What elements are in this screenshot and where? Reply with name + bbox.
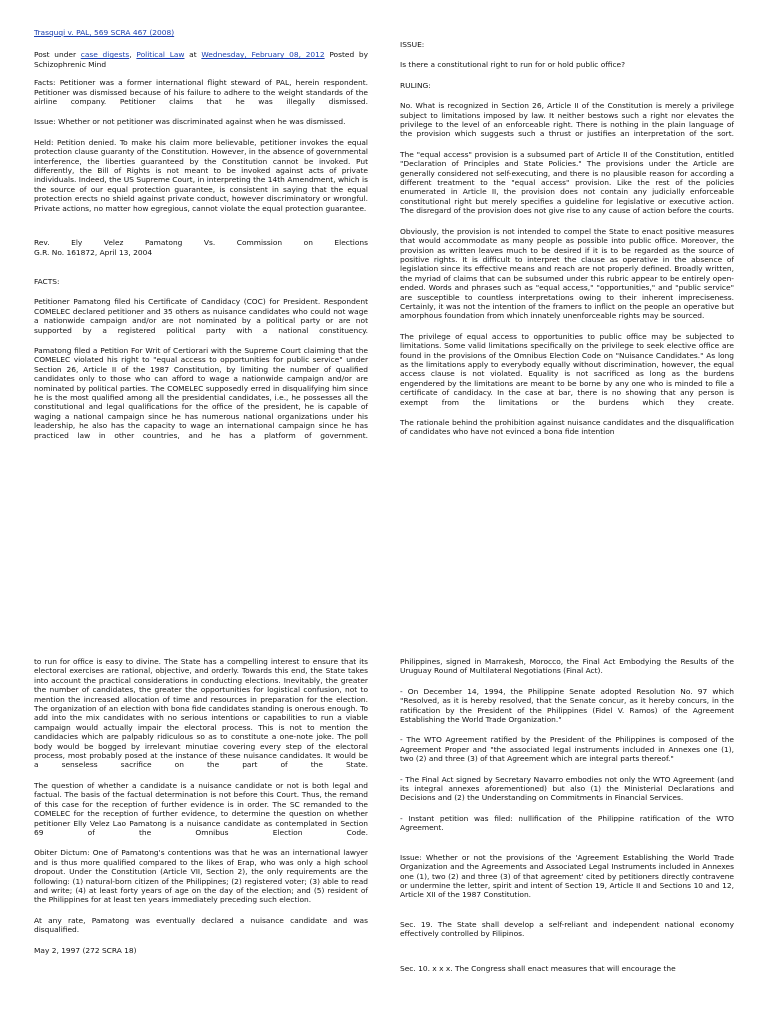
issue-heading: ISSUE:	[400, 40, 425, 49]
ruling-heading: RULING:	[400, 80, 431, 90]
section-10-paragraph: Sec. 10. x x x. The Congress shall enact measures that will encourage the	[400, 963, 676, 973]
petition-paragraph: - Instant petition was filed: nullification of the Philippine ratification of the WTO Agreement.	[400, 813, 734, 833]
facts2-paragraph-1: Petitioner Pamatong filed his Certificate of Candidacy (COC) for President. Respondent COMELEC declared petitioner and 35 others as nuisance candidates who could not wage a nationwide campaign and/or are not nominated by a political party or are not supported by a registered political party with a national constituency.	[34, 297, 368, 335]
final-act-contents-paragraph: - The Final Act signed by Secretary Navarro embodies not only the WTO Agreement (and its integral annexes aforementioned) but also (1) the Ministerial Declarations and Decisions and (2) the Understanding on Commitments in Financial Services.	[400, 774, 734, 803]
case2-citation: G.R. No. 161872, April 13, 2004	[34, 247, 153, 257]
final-act-paragraph: Philippines, signed in Marrakesh, Morocco, the Final Act Embodying the Results of the Uruguay Round of Multilateral Negotiations (Final Act).	[400, 657, 734, 676]
obiter-dictum-paragraph: Obiter Dictum: One of Pamatong's contentions was that he was an international lawyer and is thus more qualified compared to the likes of Erap, who was only a high school dropout. Under the Constitution (Article VII, Section 2), the only requirements are the following: (1) natural-born citizen of the Philippines; (2) registered voter; (3) able to read and write; (4) at least forty years of age on the day of the election; and (5) resident of the Philippines for at least ten years immediately preceding such election.	[34, 848, 368, 905]
ruling-paragraph-5: The rationale behind the prohibition against nuisance candidates and the disqualification of candidates who have not evinced a bona fide intention	[400, 418, 734, 437]
post-under-label: Post under	[34, 50, 81, 60]
category-separator: ,	[129, 50, 137, 60]
facts-heading: FACTS:	[34, 276, 60, 286]
issue-paragraph: Issue: Whether or not petitioner was discriminated against when he was dismissed.	[34, 117, 346, 127]
case2-title: Rev. Ely Velez Pamatong Vs. Commission on Elections	[34, 238, 368, 248]
next-case-date: May 2, 1997 (272 SCRA 18)	[34, 945, 137, 955]
ruling-paragraph-3: Obviously, the provision is not intended to compel the State to enact positive measures that would accommodate as many people as possible into public office. Moreover, the provision as written leaves much to be desired if it is to be regarded as the source of positive rights. It is difficult to interpret the clause as operative in the absence of legislation since its effective means and reach are not properly defined. Broadly written, the myriad of claims that can be subsumed under this rubric appear to be entirely open-ended. Words and phrases such as "equal access," "opportunities," and "public service" are susceptible to countless interpretations owing to their inherent impreciseness. Certainly, it was not the intention of the framers to inflict on the people an operative but amorphous foundation from which innately unenforceable rights may be sourced.	[400, 226, 734, 321]
facts2-paragraph-2: Pamatong filed a Petition For Writ of Certiorari with the Supreme Court claiming that the COMELEC violated his right to "equal access to opportunities for public service" under Section 26, Article II of the 1987 Constitution, by limiting the number of qualified candidates only to those who can afford to wage a nationwide campaign and/or are nominated by political parties. The COMELEC supposedly erred in disqualifying him since he is the most qualified among all the presidential candidates, i.e., he possesses all the constitutional and legal qualifications for the office of the president, he is capable of waging a national campaign since he has numerous national organizations under his leadership, he also has the capacity to wage an international campaign since he has practiced law in other countries, and he has a platform of government.	[34, 345, 368, 440]
page-1-right-column	[400, 40, 734, 448]
issue-question: Is there a constitutional right to run for or hold public office?	[400, 60, 626, 70]
ruling-paragraph-4: The privilege of equal access to opportunities to public office may be subjected to limitations. Some valid limitations specifically on the privilege to seek elective office are found in the provisions of the Omnibus Election Code on "Nuisance Candidates." As long as the limitations apply to everybody equally without discrimination, however, the equal access clause is not violated. Equality is not sacrificed as long as the burdens engendered by the limitations are meant to be borne by any one who is minded to file a certificate of candidacy. In the case at bar, there is no showing that any person is exempt from the limitations or the burdens which they create.	[400, 331, 734, 407]
nuisance-question-paragraph: The question of whether a candidate is a nuisance candidate or not is both legal and factual. The basis of the factual determination is not before this Court. Thus, the remand of this case for the reception of further evidence is in order. The SC remanded to the COMELEC for the reception of further evidence, to determine the question on whether petitioner Elly Velez Lao Pamatong is a nuisance candidate as contemplated in Section 69 of the Omnibus Election Code.	[34, 780, 368, 837]
category-link-case-digests[interactable]: case digests	[80, 50, 130, 60]
case-title-link[interactable]: Trasquqi v. PAL, 569 SCRA 467 (2008)	[34, 28, 175, 37]
section-19-paragraph: Sec. 19. The State shall develop a self-reliant and independent national economy effectively controlled by Filipinos.	[400, 919, 734, 939]
senate-resolution-paragraph: - On December 14, 1994, the Philippine Senate adopted Resolution No. 97 which "Resolved, as it is hereby resolved, that the Senate concur, as it hereby concurs, in the ratification by the President of the Philippines (Fidel V. Ramos) of the Agreement Establishing the World Trade Organization."	[400, 686, 734, 725]
post-meta	[34, 50, 368, 69]
ruling-paragraph-2: The "equal access" provision is a subsumed part of Article II of the Constitution, entitled "Declaration of Principles and State Policies." The provisions under the Article are generally considered not self-executing, and there is no plausible reason for according a different treatment to the "equal access" provision. Like the rest of the policies enumerated in Article II, the provision does not contain any judicially enforceable constitutional right but merely specifies a guideline for legislative or executive action. The disregard of the provision does not give rise to any cause of action before the courts.	[400, 149, 734, 216]
facts-paragraph: Facts: Petitioner was a former international flight steward of PAL, herein respondent. Petitioner was dismissed because of his failure to adhere to the weight standards of the airline company. Petitioner claims that he was illegally dismissed.	[34, 78, 368, 107]
page-1-left-column	[34, 28, 368, 451]
held-paragraph: Held: Petition denied. To make his claim more believable, petitioner invokes the equal protection clause guaranty of the Constitution. However, in the absence of governmental interference, the liberties guaranteed by the Constitution cannot be invoked. Put differently, the Bill of Rights is not meant to be invoked against acts of private individuals. Indeed, the US Supreme Court, in interpreting the 14th Amendment, which is the source of our equal protection guarantee, is consistent in saying that the equal protection erects no shield against private conduct, however discriminatory or wrongful. Private actions, no matter how egregious, cannot violate the equal protection guarantee.	[34, 137, 368, 213]
posted-by: Posted by Schizophrenic Mind	[34, 50, 369, 69]
page-2-left-column	[34, 657, 368, 966]
wto-issue-paragraph: Issue: Whether or not the provisions of the 'Agreement Establishing the World Trade Organization and the Agreements and Associated Legal Instruments included in Annexes one (1), two (2) and three (3) of that agreement' cited by petitioners directly contravene or undermine the letter, spirit and intent of Section 19, Article II and Sections 10 and 12, Article XII of the 1987 Constitution.	[400, 852, 734, 900]
page-separator	[0, 568, 768, 652]
category-link-political-law[interactable]: Political Law	[136, 50, 185, 60]
post-at-label: at	[184, 50, 202, 60]
page-2-right-column	[400, 657, 734, 984]
post-date-link[interactable]: Wednesday, February 08, 2012	[201, 50, 325, 60]
wto-agreement-paragraph: - The WTO Agreement ratified by the President of the Philippines is composed of the Agreement Proper and "the associated legal instruments included in Annexes one (1), two (2) and three (3) of that Agreement which are integral parts thereof."	[400, 735, 734, 764]
continuation-paragraph: to run for office is easy to divine. The State has a compelling interest to ensure that its electoral exercises are rational, objective, and orderly. Towards this end, the State takes into account the practical considerations in conducting elections. Inevitably, the greater the number of candidates, the greater the opportunities for logistical confusion, not to mention the increased allocation of time and resources in preparation for the election. The organization of an election with bona fide candidates standing is onerous enough. To add into the mix candidates with no serious intentions or capabilities to run a viable campaign would actually impair the electoral process. This is not to mention the candidacies which are palpably ridiculous so as to constitute a one-note joke. The poll body would be bogged by irrelevant minutiae covering every step of the electoral process, most probably posed at the instance of these nuisance candidates. It would be a senseless sacrifice on the part of the State.	[34, 657, 368, 770]
ruling-paragraph-1: No. What is recognized in Section 26, Article II of the Constitution is merely a privilege subject to limitations imposed by law. It neither bestows such a right nor elevates the privilege to the level of an enforceable right. There is nothing in the plain language of the provision which suggests such a thrust or justifies an interpretation of the sort.	[400, 101, 734, 139]
conclusion-paragraph: At any rate, Pamatong was eventually declared a nuisance candidate and was disqualified.	[34, 915, 368, 935]
